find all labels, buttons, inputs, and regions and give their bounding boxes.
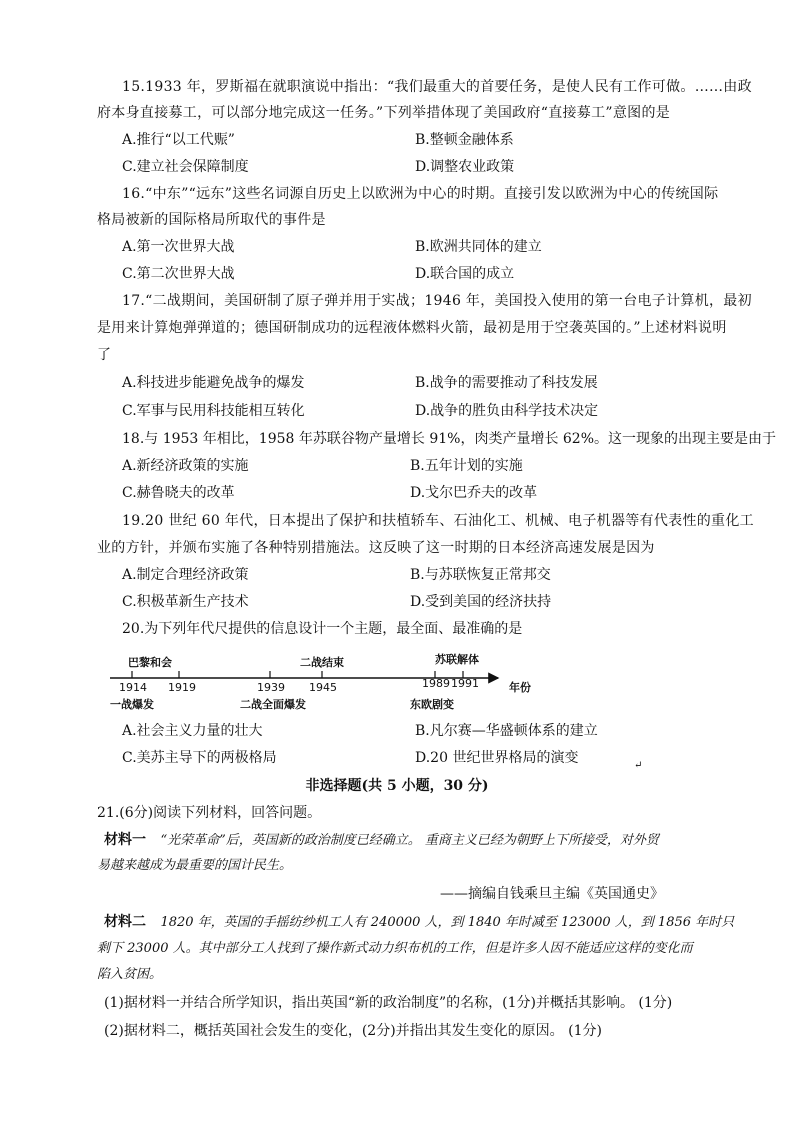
q15-option-a[interactable]: A.推行“以工代赈” (122, 132, 235, 148)
q20-option-a[interactable]: A.社会主义力量的壮大 (122, 723, 263, 739)
q21-material-1 (104, 830, 659, 851)
q15-stem-line2: 府本身直接募工，可以部分地完成这一任务。”下列举措体现了美国政府“直接募工”意图的是 (97, 105, 671, 121)
q17-option-a[interactable]: A.科技进步能避免战争的爆发 (122, 375, 305, 391)
section-title: 非选择题(共 5 小题，30 分) (305, 778, 489, 794)
q19-option-a[interactable]: A.制定合理经济政策 (122, 567, 249, 583)
q20-option-d[interactable]: D.20 世纪世界格局的演变 (415, 750, 579, 766)
timeline-event-eastern-europe-change: 东欧剧变 (410, 698, 454, 711)
q17-option-b[interactable]: B.战争的需要推动了科技发展 (415, 375, 598, 391)
q16-option-b[interactable]: B.欧洲共同体的建立 (415, 239, 542, 255)
q17-stem-line2: 是用来计算炮弹弹道的；德国研制成功的远程液体燃料火箭，最初是用于空袭英国的。”上述材料说明 (97, 320, 727, 336)
q20-option-c[interactable]: C.美苏主导下的两极格局 (122, 750, 277, 766)
q18-stem-line1: 18.与 1953 年相比，1958 年苏联谷物产量增长 91%，肉类产量增长 62%。这一现象的出现主要是由于 (122, 431, 777, 447)
material-2-label: 材料二 (104, 914, 146, 930)
timeline-year-1939: 1939 (257, 681, 285, 694)
q18-option-c[interactable]: C.赫鲁晓夫的改革 (122, 485, 235, 501)
q19-stem-line2: 业的方针，并颁布实施了各种特别措施法。这反映了这一时期的日本经济高速发展是因为 (97, 540, 655, 556)
material-1-text-line1: “光荣革命”后，英国新的政治制度已经确立。 重商主义已经为朝野上下所接受，对外贸 (160, 833, 659, 848)
material-2-text-line3: 陷入贫困。 (97, 967, 163, 982)
q17-stem-line3: 了 (97, 347, 111, 363)
timeline-event-ussr-dissolution: 苏联解体 (435, 653, 479, 666)
q18-option-d[interactable]: D.戈尔巴乔夫的改革 (410, 485, 538, 501)
timeline-event-ww2-end: 二战结束 (300, 656, 344, 669)
q18-option-b[interactable]: B.五年计划的实施 (410, 458, 523, 474)
q18-option-a[interactable]: A.新经济政策的实施 (122, 458, 249, 474)
timeline-event-ww1-outbreak: 一战爆发 (110, 698, 154, 711)
q19-option-b[interactable]: B.与苏联恢复正常邦交 (410, 567, 551, 583)
q21-material-2 (104, 912, 734, 933)
q15-option-b[interactable]: B.整顿金融体系 (415, 132, 514, 148)
timeline-year-1991: 1991 (451, 677, 479, 690)
q19-option-c[interactable]: C.积极革新生产技术 (122, 594, 249, 610)
timeline-axis-label: 年份 (509, 681, 531, 694)
q17-option-d[interactable]: D.战争的胜负由科学技术决定 (415, 403, 599, 419)
material-2-text-line1: 1820 年，英国的手摇纺纱机工人有 240000 人，到 1840 年时减至 123000 人，到 1856 年时只 (160, 915, 735, 930)
q16-stem-line2: 格局被新的国际格局所取代的事件是 (97, 212, 326, 228)
timeline-year-1919: 1919 (168, 681, 196, 694)
q17-stem-line1: 17.“二战期间，美国研制了原子弹并用于实战；1946 年，美国投入使用的第一台电子计算机，最初 (122, 293, 752, 309)
q16-option-a[interactable]: A.第一次世界大战 (122, 239, 235, 255)
q17-option-c[interactable]: C.军事与民用科技能相互转化 (122, 403, 305, 419)
material-2-text-line2: 剩下 23000 人。其中部分工人找到了操作新式动力织布机的工作，但是许多人因不能适应这样的变化而 (97, 941, 693, 956)
q15-stem-line1: 15.1933 年，罗斯福在就职演说中指出：“我们最重大的首要任务，是使人民有工作可做。……由政 (122, 79, 752, 95)
q20-option-b[interactable]: B.凡尔赛—华盛顿体系的建立 (415, 723, 598, 739)
timeline-year-1945: 1945 (309, 681, 337, 694)
q16-option-d[interactable]: D.联合国的成立 (415, 266, 515, 282)
q20-stem-line1: 20.为下列年代尺提供的信息设计一个主题，最全面、最准确的是 (122, 621, 523, 637)
timeline-year-1989: 1989 (422, 677, 450, 690)
q21-stem-line1: 21.(6分)阅读下列材料，回答问题。 (97, 805, 322, 821)
material-1-text-line2: 易越来越成为最重要的国计民生。 (97, 858, 293, 873)
material-1-source: ——摘编自钱乘旦主编《英国通史》 (440, 886, 664, 902)
q19-stem-line1: 19.20 世纪 60 年代，日本提出了保护和扶植轿车、石油化工、机械、电子机器等有代表性的重化工 (122, 513, 754, 529)
q21-subquestion-1: (1)据材料一并结合所学知识，指出英国“新的政治制度”的名称，(1分)并概括其影响。 (1分) (104, 995, 673, 1011)
q16-stem-line1: 16.“中东”“远东”这些名词源自历史上以欧洲为中心的时期。直接引发以欧洲为中心的传统国际 (122, 186, 719, 202)
q19-option-d[interactable]: D.受到美国的经济扶持 (410, 594, 552, 610)
timeline-year-1914: 1914 (119, 681, 147, 694)
timeline-event-ww2-full-outbreak: 二战全面爆发 (240, 698, 306, 711)
q20-timeline (100, 648, 560, 716)
q15-option-d[interactable]: D.调整农业政策 (415, 159, 515, 175)
q16-option-c[interactable]: C.第二次世界大战 (122, 266, 235, 282)
material-1-label: 材料一 (104, 832, 146, 848)
timeline-event-paris-conference: 巴黎和会 (128, 656, 172, 669)
paragraph-mark: ↵ (634, 760, 643, 771)
q21-subquestion-2: (2)据材料二，概括英国社会发生的变化，(2分)并指出其发生变化的原因。 (1分) (104, 1023, 602, 1039)
q15-option-c[interactable]: C.建立社会保障制度 (122, 159, 249, 175)
